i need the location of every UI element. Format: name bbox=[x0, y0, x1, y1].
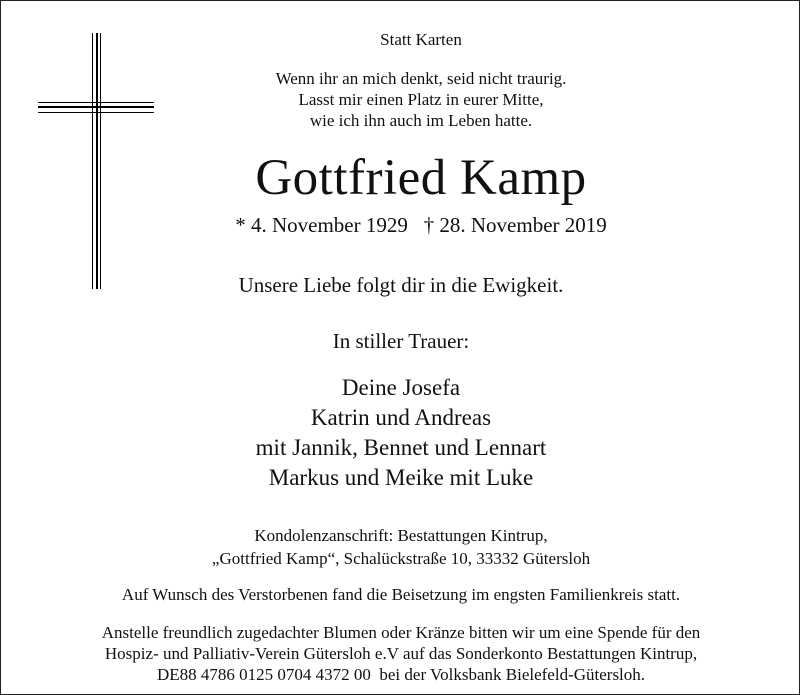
family-line-3: mit Jannik, Bennet und Lennart bbox=[255, 435, 547, 460]
poem-line-3: wie ich ihn auch im Leben hatte. bbox=[309, 111, 533, 130]
life-dates: * 4. November 1929 † 28. November 2019 bbox=[235, 213, 607, 237]
poem-line-2: Lasst mir einen Platz in eurer Mitte, bbox=[298, 90, 544, 109]
condolence-line-2: „Gottfried Kamp“, Schalückstraße 10, 33332 Gütersloh bbox=[211, 549, 591, 568]
family-line-1: Deine Josefa bbox=[341, 375, 461, 400]
mourning-heading: In stiller Trauer: bbox=[332, 329, 470, 353]
condolence-line-1: Kondolenzanschrift: Bestattungen Kintrup, bbox=[254, 526, 548, 545]
poem-line-1: Wenn ihr an mich denkt, seid nicht traurig. bbox=[275, 69, 567, 88]
farewell-quote: Unsere Liebe folgt dir in die Ewigkeit. bbox=[238, 273, 564, 297]
donation-line-2: Hospiz- und Palliativ-Verein Gütersloh e.V auf das Sonderkonto Bestattungen Kintrup, bbox=[104, 644, 698, 663]
header-text: Statt Karten bbox=[380, 30, 462, 49]
deceased-name: Gottfried Kamp bbox=[255, 150, 587, 206]
family-line-2: Katrin und Andreas bbox=[310, 405, 492, 430]
funeral-note: Auf Wunsch des Verstorbenen fand die Beisetzung im engsten Familienkreis statt. bbox=[121, 585, 681, 604]
donation-line-1: Anstelle freundlich zugedachter Blumen oder Kränze bitten wir um eine Spende für den bbox=[101, 623, 701, 642]
family-line-4: Markus und Meike mit Luke bbox=[268, 465, 534, 490]
donation-line-3: DE88 4786 0125 0704 4372 00 bei der Volksbank Bielefeld-Gütersloh. bbox=[156, 665, 646, 684]
